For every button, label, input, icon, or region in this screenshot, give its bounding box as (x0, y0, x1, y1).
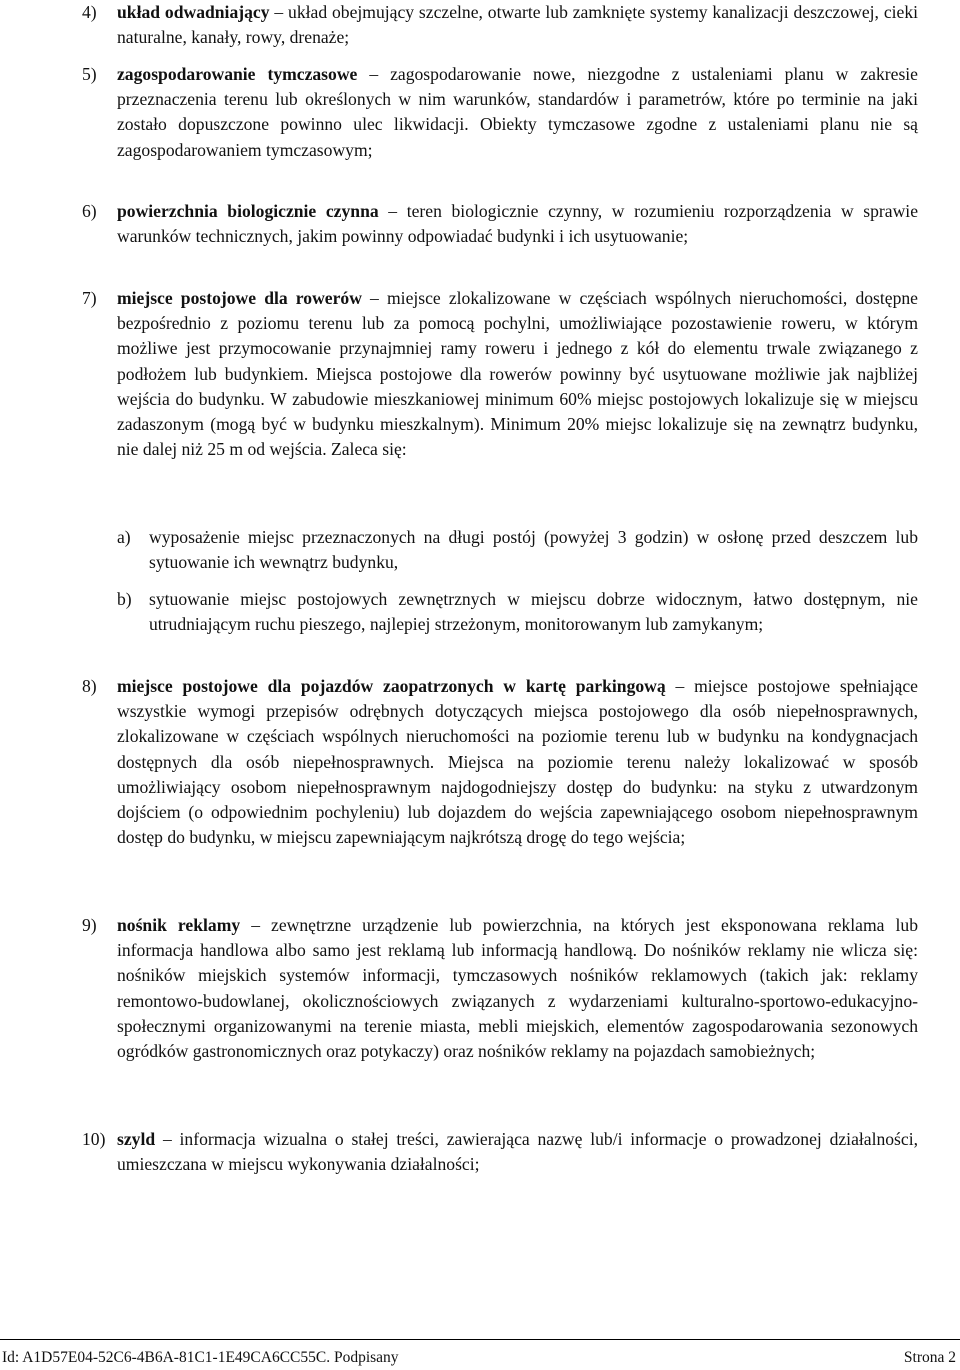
item-number: 10) (82, 1129, 106, 1149)
item-number: 4) (82, 2, 97, 22)
item-number: 7) (82, 288, 97, 308)
definition-item-4 (82, 0, 918, 50)
item-text (117, 286, 918, 462)
footer-divider (0, 1339, 960, 1340)
subitem-letter: b) (117, 589, 132, 609)
subitem-a (117, 525, 918, 575)
definition-body: – teren biologicznie czynny, w rozumieniu rozporządzenia w sprawie warunków technicznych, jakim powinny odpowiadać budynki i ich usytuowanie; (117, 201, 919, 247)
item-text (117, 199, 918, 249)
item-text (117, 913, 918, 1064)
item-number: 5) (82, 64, 97, 84)
definition-item-9 (82, 913, 918, 1064)
subitem-b (117, 587, 918, 637)
definition-item-6 (82, 199, 918, 249)
defined-term: zagospodarowanie tymczasowe (117, 64, 358, 84)
definition-body: – układ obejmujący szczelne, otwarte lub zamknięte systemy kanalizacji deszczowej, cieki naturalne, kanały, rowy, drenaże; (117, 2, 919, 48)
definition-body: – miejsce postojowe spełniające wszystkie wymogi przepisów odrębnych dotyczących miejsca postojowego dla osób niepełnosprawnych, zlokalizowane w częściach wspólnych nieruchomości na poziomie terenu lub w budynku na kondygnacjach dostępnych dla osób niepełnosprawnych. Miejsca na poziomie terenu należy lokalizować w sposób umożliwiający osobom niepełnosprawnym najdogodniejszy dostęp do budynku: na styku z utwardzonym dojściem (o odpowiednim pochyleniu) lub dojazdem do wejścia zapewniającego osobom niepełnosprawnym dostęp do budynku, w miejscu zapewniającym najkrótszą drogę do tego wejścia; (117, 676, 918, 848)
defined-term: miejsce postojowe dla pojazdów zaopatrzonych w kartę parkingową (117, 676, 666, 696)
defined-term: układ odwadniający (117, 2, 270, 22)
page-number-footer: Strona 2 (903, 1349, 956, 1366)
definition-body: – zagospodarowanie nowe, niezgodne z ustaleniami planu w zakresie przeznaczenia terenu lub określonych w nim warunków, standardów i parametrów, które po terminie na jaki zostało dopuszczone powinno ulec likwidacji. Obiekty tymczasowe zgodne z ustaleniami planu nie są zagospodarowaniem tymczasowym; (117, 64, 918, 160)
item-text (117, 674, 918, 850)
definition-item-5 (82, 62, 918, 163)
defined-term: powierzchnia biologicznie czynna (117, 201, 379, 221)
definition-body: – miejsce zlokalizowane w częściach wspólnych nieruchomości, dostępne bezpośrednio z poziomu terenu lub za pomocą pochylni, umożliwiające pozostawienie roweru, w którym możliwe jest przymocowanie przynajmniej ramy roweru i jednego z kół do elementu trwale związanego z podłożem lub budynkiem. Miejsca postojowe dla rowerów powinny być usytuowane możliwie jak najbliżej wejścia do budynku. W zabudowie mieszkaniowej minimum 60% miejsc postojowych lokalizuje się w miejscu zadaszonym (mogą być w budynku mieszkalnym). Minimum 20% miejsc lokalizuje się na zewnątrz budynku, nie dalej niż 25 m od wejścia. Zaleca się: (117, 288, 918, 460)
definition-item-10 (82, 1127, 918, 1177)
defined-term: nośnik reklamy (117, 915, 241, 935)
subitem-letter: a) (117, 527, 131, 547)
subitem-text: wyposażenie miejsc przeznaczonych na długi postój (powyżej 3 godzin) w osłonę przed deszczem lub sytuowanie ich wewnątrz budynku, (149, 527, 918, 573)
definition-item-7 (82, 286, 918, 462)
item-number: 9) (82, 915, 97, 935)
item-number: 6) (82, 201, 97, 221)
document-id-footer: Id: A1D57E04-52C6-4B6A-81C1-1E49CA6CC55C. Podpisany (2, 1349, 399, 1366)
defined-term: szyld (117, 1129, 156, 1149)
item-text (117, 0, 918, 50)
definition-body: – zewnętrzne urządzenie lub powierzchnia, na których jest eksponowana reklama lub informacja handlowa albo samo jest reklamą lub informacją handlową. Do nośników reklamy nie wlicza się: nośników miejskich systemów informacji, tymczasowych nośników reklamowych (takich jak: reklamy remontowo-budowlanej, okolicznościowych związanych z wydarzeniami kulturalno-sportowo-edukacyjno-społecznymi organizowanymi na terenie miasta, mebli miejskich, elementów zagospodarowania sezonowych ogródków gastronomicznych oraz potykaczy) oraz nośników reklamy na pojazdach samobieżnych; (117, 915, 918, 1062)
subitem-text: sytuowanie miejsc postojowych zewnętrznych w miejscu dobrze widocznym, łatwo dostępnym, nie utrudniającym ruchu pieszego, najlepiej strzeżonym, monitorowanym lub zamykanym; (149, 589, 918, 635)
definition-body: – informacja wizualna o stałej treści, zawierająca nazwę lub/i informacje o prowadzonej działalności, umieszczana w miejscu wykonywania działalności; (117, 1129, 918, 1175)
item-number: 8) (82, 676, 97, 696)
item-text (117, 1127, 918, 1177)
defined-term: miejsce postojowe dla rowerów (117, 288, 362, 308)
definition-item-8 (82, 674, 918, 850)
item-text (117, 62, 918, 163)
